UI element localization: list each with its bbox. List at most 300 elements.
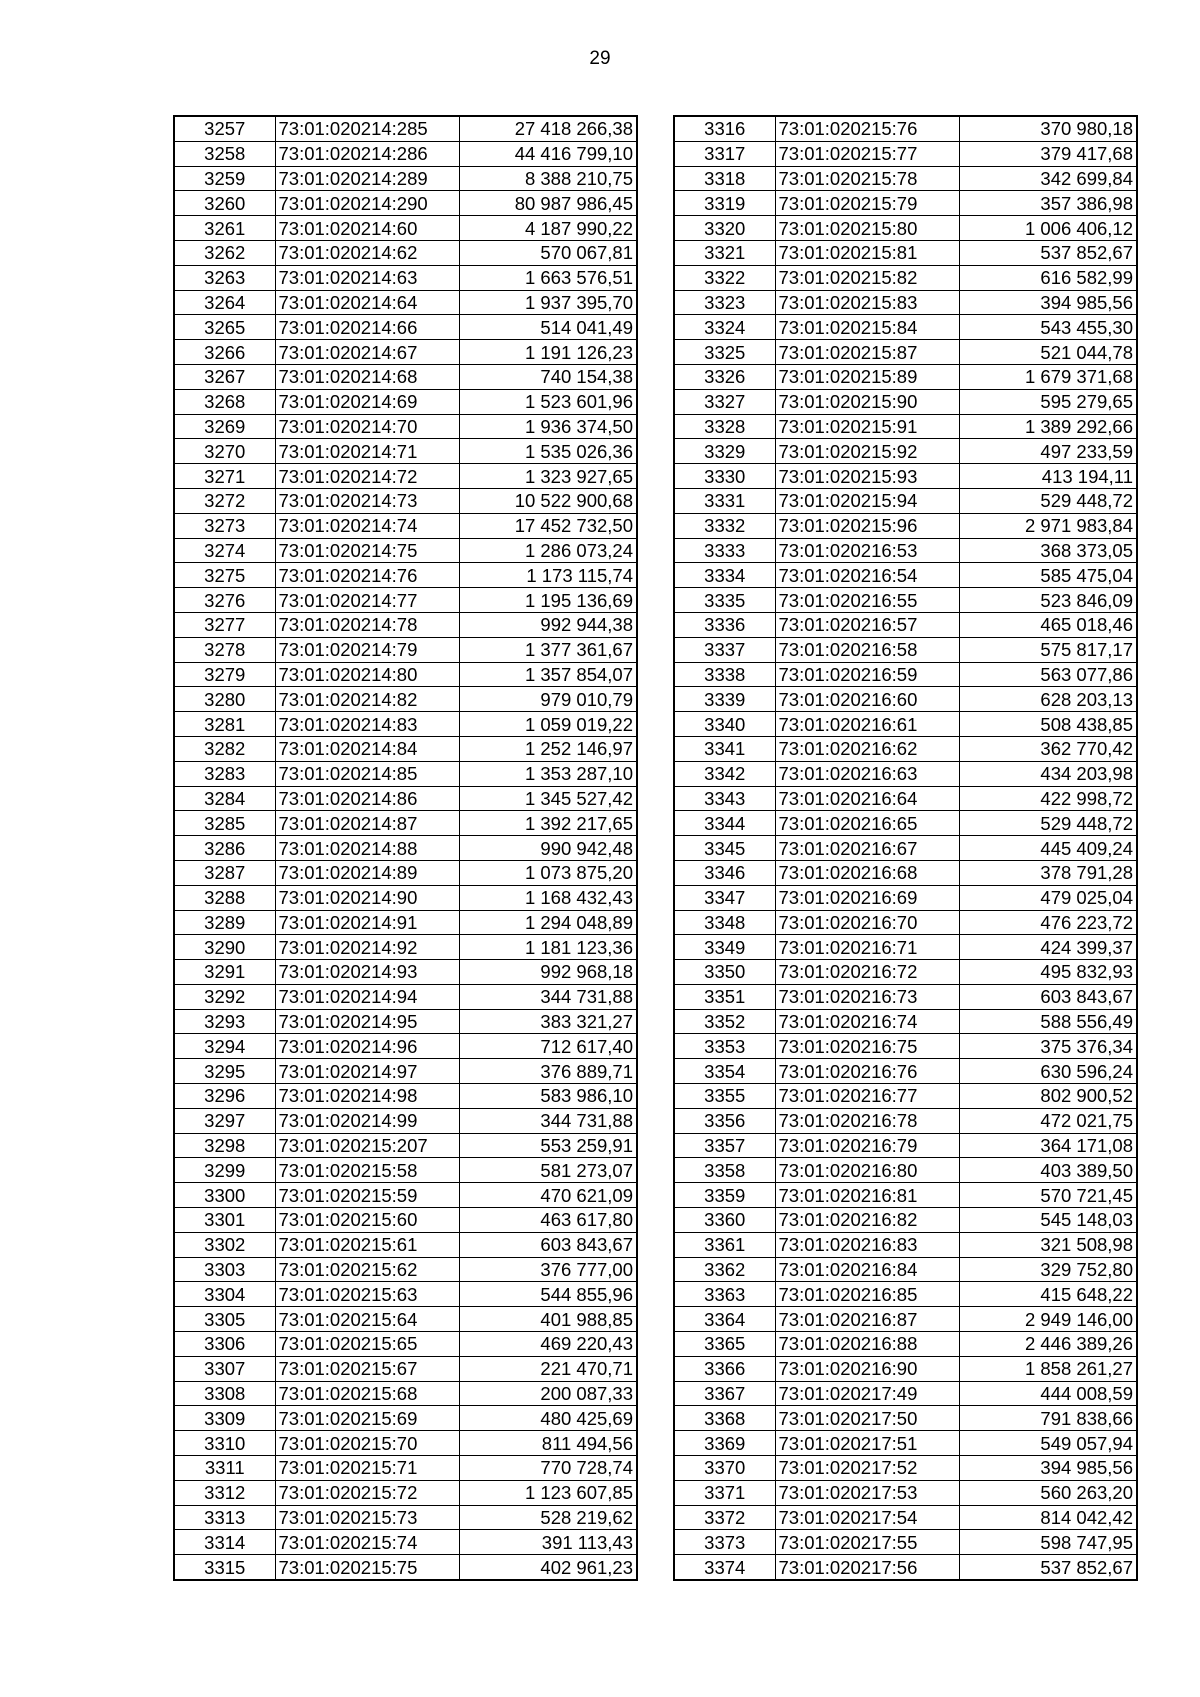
row-number: 3274 — [174, 538, 275, 563]
cadastral-value: 814 042,42 — [959, 1505, 1137, 1530]
cadastral-number: 73:01:020215:78 — [775, 166, 959, 191]
row-number: 3328 — [674, 414, 775, 439]
cadastral-value: 463 617,80 — [459, 1208, 637, 1233]
table-row — [674, 761, 1137, 786]
cadastral-value: 523 846,09 — [959, 588, 1137, 613]
table-row — [674, 836, 1137, 861]
cadastral-value: 583 986,10 — [459, 1084, 637, 1109]
cadastral-value: 476 223,72 — [959, 910, 1137, 935]
cadastral-value: 570 067,81 — [459, 240, 637, 265]
table-row — [174, 910, 637, 935]
cadastral-value: 603 843,67 — [959, 984, 1137, 1009]
row-number: 3258 — [174, 141, 275, 166]
row-number: 3289 — [174, 910, 275, 935]
cadastral-value: 585 475,04 — [959, 563, 1137, 588]
cadastral-number: 73:01:020214:64 — [275, 290, 459, 315]
row-number: 3325 — [674, 340, 775, 365]
table-row — [174, 811, 637, 836]
cadastral-number: 73:01:020214:79 — [275, 637, 459, 662]
row-number: 3321 — [674, 240, 775, 265]
cadastral-number: 73:01:020216:88 — [775, 1332, 959, 1357]
cadastral-value: 368 373,05 — [959, 538, 1137, 563]
row-number: 3320 — [674, 216, 775, 241]
row-number: 3260 — [174, 191, 275, 216]
cadastral-value: 1 389 292,66 — [959, 414, 1137, 439]
row-number: 3306 — [174, 1332, 275, 1357]
row-number: 3311 — [174, 1456, 275, 1481]
cadastral-value: 344 731,88 — [459, 1108, 637, 1133]
cadastral-value: 537 852,67 — [959, 1555, 1137, 1580]
cadastral-number: 73:01:020215:59 — [275, 1183, 459, 1208]
cadastral-number: 73:01:020217:49 — [775, 1381, 959, 1406]
row-number: 3305 — [174, 1307, 275, 1332]
table-row — [674, 538, 1137, 563]
table-row — [674, 612, 1137, 637]
row-number: 3327 — [674, 389, 775, 414]
row-number: 3358 — [674, 1158, 775, 1183]
page-number: 29 — [589, 48, 611, 69]
cadastral-value: 370 980,18 — [959, 116, 1137, 141]
table-row — [674, 1183, 1137, 1208]
cadastral-value: 1 858 261,27 — [959, 1356, 1137, 1381]
table-row — [674, 687, 1137, 712]
row-number: 3369 — [674, 1431, 775, 1456]
table-row — [674, 1480, 1137, 1505]
table-row — [174, 885, 637, 910]
cadastral-number: 73:01:020216:60 — [775, 687, 959, 712]
cadastral-value: 588 556,49 — [959, 1009, 1137, 1034]
row-number: 3269 — [174, 414, 275, 439]
table-row — [674, 1456, 1137, 1481]
cadastral-value: 403 389,50 — [959, 1158, 1137, 1183]
cadastral-number: 73:01:020217:56 — [775, 1555, 959, 1580]
cadastral-number: 73:01:020216:72 — [775, 960, 959, 985]
cadastral-number: 73:01:020216:77 — [775, 1084, 959, 1109]
cadastral-number: 73:01:020214:95 — [275, 1009, 459, 1034]
cadastral-number: 73:01:020215:63 — [275, 1282, 459, 1307]
cadastral-value: 1 173 115,74 — [459, 563, 637, 588]
cadastral-value: 791 838,66 — [959, 1406, 1137, 1431]
row-number: 3331 — [674, 488, 775, 513]
cadastral-value: 992 968,18 — [459, 960, 637, 985]
row-number: 3343 — [674, 786, 775, 811]
cadastral-value: 378 791,28 — [959, 860, 1137, 885]
cadastral-value: 990 942,48 — [459, 836, 637, 861]
row-number: 3270 — [174, 439, 275, 464]
table-row — [674, 960, 1137, 985]
cadastral-number: 73:01:020214:285 — [275, 116, 459, 141]
row-number: 3278 — [174, 637, 275, 662]
row-number: 3302 — [174, 1232, 275, 1257]
cadastral-value: 8 388 210,75 — [459, 166, 637, 191]
cadastral-value: 1 195 136,69 — [459, 588, 637, 613]
cadastral-number: 73:01:020214:88 — [275, 836, 459, 861]
cadastral-value: 1 523 601,96 — [459, 389, 637, 414]
table-row — [674, 786, 1137, 811]
cadastral-value: 17 452 732,50 — [459, 513, 637, 538]
cadastral-value: 508 438,85 — [959, 712, 1137, 737]
row-number: 3366 — [674, 1356, 775, 1381]
cadastral-value: 514 041,49 — [459, 315, 637, 340]
cadastral-number: 73:01:020215:207 — [275, 1133, 459, 1158]
cadastral-number: 73:01:020215:77 — [775, 141, 959, 166]
cadastral-number: 73:01:020214:97 — [275, 1059, 459, 1084]
cadastral-number: 73:01:020215:73 — [275, 1505, 459, 1530]
cadastral-value: 469 220,43 — [459, 1332, 637, 1357]
row-number: 3271 — [174, 464, 275, 489]
table-row — [174, 960, 637, 985]
cadastral-number: 73:01:020214:68 — [275, 364, 459, 389]
row-number: 3347 — [674, 885, 775, 910]
cadastral-value: 560 263,20 — [959, 1480, 1137, 1505]
table-row — [674, 191, 1137, 216]
cadastral-number: 73:01:020214:67 — [275, 340, 459, 365]
row-number: 3339 — [674, 687, 775, 712]
row-number: 3353 — [674, 1034, 775, 1059]
cadastral-number: 73:01:020215:84 — [775, 315, 959, 340]
cadastral-value: 394 985,56 — [959, 290, 1137, 315]
row-number: 3287 — [174, 860, 275, 885]
cadastral-value: 479 025,04 — [959, 885, 1137, 910]
table-row — [174, 1555, 637, 1580]
row-number: 3272 — [174, 488, 275, 513]
row-number: 3346 — [674, 860, 775, 885]
table-row — [174, 216, 637, 241]
table-row — [674, 1381, 1137, 1406]
cadastral-value: 383 321,27 — [459, 1009, 637, 1034]
cadastral-value: 434 203,98 — [959, 761, 1137, 786]
row-number: 3303 — [174, 1257, 275, 1282]
cadastral-value: 4 187 990,22 — [459, 216, 637, 241]
table-row — [674, 1257, 1137, 1282]
table-row — [674, 1555, 1137, 1580]
cadastral-value: 521 044,78 — [959, 340, 1137, 365]
cadastral-number: 73:01:020216:57 — [775, 612, 959, 637]
cadastral-value: 415 648,22 — [959, 1282, 1137, 1307]
table-row — [174, 1009, 637, 1034]
table-row — [174, 1232, 637, 1257]
table-row — [174, 340, 637, 365]
table-row — [174, 588, 637, 613]
table-row — [174, 1406, 637, 1431]
cadastral-number: 73:01:020215:60 — [275, 1208, 459, 1233]
table-row — [674, 1332, 1137, 1357]
table-row — [174, 836, 637, 861]
table-row — [674, 340, 1137, 365]
cadastral-number: 73:01:020214:286 — [275, 141, 459, 166]
table-row — [674, 389, 1137, 414]
cadastral-number: 73:01:020214:99 — [275, 1108, 459, 1133]
cadastral-number: 73:01:020214:60 — [275, 216, 459, 241]
cadastral-number: 73:01:020216:63 — [775, 761, 959, 786]
row-number: 3299 — [174, 1158, 275, 1183]
cadastral-number: 73:01:020214:85 — [275, 761, 459, 786]
cadastral-value: 10 522 900,68 — [459, 488, 637, 513]
cadastral-value: 413 194,11 — [959, 464, 1137, 489]
cadastral-value: 362 770,42 — [959, 736, 1137, 761]
row-number: 3326 — [674, 364, 775, 389]
table-row — [674, 1232, 1137, 1257]
row-number: 3368 — [674, 1406, 775, 1431]
table-row — [674, 513, 1137, 538]
cadastral-number: 73:01:020217:50 — [775, 1406, 959, 1431]
row-number: 3300 — [174, 1183, 275, 1208]
cadastral-value: 570 721,45 — [959, 1183, 1137, 1208]
cadastral-value: 770 728,74 — [459, 1456, 637, 1481]
cadastral-value: 444 008,59 — [959, 1381, 1137, 1406]
table-row — [174, 141, 637, 166]
cadastral-number: 73:01:020215:76 — [775, 116, 959, 141]
table-row — [674, 1282, 1137, 1307]
cadastral-number: 73:01:020215:91 — [775, 414, 959, 439]
cadastral-value: 1 006 406,12 — [959, 216, 1137, 241]
cadastral-number: 73:01:020216:80 — [775, 1158, 959, 1183]
table-row — [174, 1084, 637, 1109]
table-row — [174, 414, 637, 439]
row-number: 3335 — [674, 588, 775, 613]
table-row — [674, 662, 1137, 687]
table-row — [174, 191, 637, 216]
cadastral-value: 2 446 389,26 — [959, 1332, 1137, 1357]
cadastral-number: 73:01:020216:82 — [775, 1208, 959, 1233]
cadastral-value: 630 596,24 — [959, 1059, 1137, 1084]
table-row — [674, 1133, 1137, 1158]
table-row — [174, 1208, 637, 1233]
row-number: 3296 — [174, 1084, 275, 1109]
row-number: 3329 — [674, 439, 775, 464]
cadastral-value: 1 535 026,36 — [459, 439, 637, 464]
cadastral-number: 73:01:020214:96 — [275, 1034, 459, 1059]
cadastral-number: 73:01:020214:92 — [275, 935, 459, 960]
row-number: 3359 — [674, 1183, 775, 1208]
table-row — [174, 1356, 637, 1381]
cadastral-value: 1 936 374,50 — [459, 414, 637, 439]
row-number: 3365 — [674, 1332, 775, 1357]
cadastral-value: 401 988,85 — [459, 1307, 637, 1332]
cadastral-number: 73:01:020214:69 — [275, 389, 459, 414]
row-number: 3293 — [174, 1009, 275, 1034]
row-number: 3281 — [174, 712, 275, 737]
cadastral-number: 73:01:020215:83 — [775, 290, 959, 315]
cadastral-number: 73:01:020216:83 — [775, 1232, 959, 1257]
cadastral-value: 1 937 395,70 — [459, 290, 637, 315]
cadastral-number: 73:01:020215:68 — [275, 1381, 459, 1406]
table-row — [674, 488, 1137, 513]
row-number: 3340 — [674, 712, 775, 737]
table-row — [174, 1183, 637, 1208]
table-row — [674, 216, 1137, 241]
cadastral-number: 73:01:020215:79 — [775, 191, 959, 216]
cadastral-number: 73:01:020216:78 — [775, 1108, 959, 1133]
cadastral-value: 628 203,13 — [959, 687, 1137, 712]
row-number: 3277 — [174, 612, 275, 637]
cadastral-value: 528 219,62 — [459, 1505, 637, 1530]
row-number: 3308 — [174, 1381, 275, 1406]
table-row — [674, 1108, 1137, 1133]
row-number: 3367 — [674, 1381, 775, 1406]
row-number: 3363 — [674, 1282, 775, 1307]
cadastral-value: 992 944,38 — [459, 612, 637, 637]
row-number: 3294 — [174, 1034, 275, 1059]
row-number: 3288 — [174, 885, 275, 910]
row-number: 3341 — [674, 736, 775, 761]
table-row — [174, 290, 637, 315]
row-number: 3273 — [174, 513, 275, 538]
cadastral-number: 73:01:020214:98 — [275, 1084, 459, 1109]
row-number: 3313 — [174, 1505, 275, 1530]
row-number: 3337 — [674, 637, 775, 662]
cadastral-value: 44 416 799,10 — [459, 141, 637, 166]
row-number: 3307 — [174, 1356, 275, 1381]
cadastral-value: 376 889,71 — [459, 1059, 637, 1084]
cadastral-number: 73:01:020215:87 — [775, 340, 959, 365]
cadastral-number: 73:01:020216:62 — [775, 736, 959, 761]
row-number: 3265 — [174, 315, 275, 340]
cadastral-number: 73:01:020214:73 — [275, 488, 459, 513]
table-row — [174, 166, 637, 191]
cadastral-number: 73:01:020214:90 — [275, 885, 459, 910]
cadastral-value: 376 777,00 — [459, 1257, 637, 1282]
cadastral-number: 73:01:020215:69 — [275, 1406, 459, 1431]
cadastral-value: 529 448,72 — [959, 811, 1137, 836]
cadastral-value: 480 425,69 — [459, 1406, 637, 1431]
row-number: 3364 — [674, 1307, 775, 1332]
table-row — [174, 612, 637, 637]
cadastral-number: 73:01:020214:91 — [275, 910, 459, 935]
cadastral-value: 80 987 986,45 — [459, 191, 637, 216]
table-row — [174, 1108, 637, 1133]
row-number: 3352 — [674, 1009, 775, 1034]
row-number: 3344 — [674, 811, 775, 836]
row-number: 3318 — [674, 166, 775, 191]
table-row — [674, 588, 1137, 613]
row-number: 3319 — [674, 191, 775, 216]
cadastral-number: 73:01:020216:59 — [775, 662, 959, 687]
cadastral-number: 73:01:020214:75 — [275, 538, 459, 563]
cadastral-value: 529 448,72 — [959, 488, 1137, 513]
row-number: 3355 — [674, 1084, 775, 1109]
row-number: 3285 — [174, 811, 275, 836]
table-row — [174, 1282, 637, 1307]
cadastral-value: 364 171,08 — [959, 1133, 1137, 1158]
row-number: 3259 — [174, 166, 275, 191]
row-number: 3290 — [174, 935, 275, 960]
cadastral-number: 73:01:020215:67 — [275, 1356, 459, 1381]
cadastral-number: 73:01:020215:65 — [275, 1332, 459, 1357]
cadastral-number: 73:01:020217:51 — [775, 1431, 959, 1456]
table-row — [174, 761, 637, 786]
row-number: 3342 — [674, 761, 775, 786]
cadastral-value: 1 377 361,67 — [459, 637, 637, 662]
table-row — [174, 1480, 637, 1505]
cadastral-value: 422 998,72 — [959, 786, 1137, 811]
cadastral-number: 73:01:020215:71 — [275, 1456, 459, 1481]
cadastral-number: 73:01:020214:84 — [275, 736, 459, 761]
cadastral-number: 73:01:020215:82 — [775, 265, 959, 290]
cadastral-number: 73:01:020215:81 — [775, 240, 959, 265]
row-number: 3283 — [174, 761, 275, 786]
cadastral-value: 979 010,79 — [459, 687, 637, 712]
table-row — [674, 1431, 1137, 1456]
table-row — [674, 265, 1137, 290]
cadastral-value: 465 018,46 — [959, 612, 1137, 637]
table-row — [174, 1257, 637, 1282]
cadastral-number: 73:01:020214:76 — [275, 563, 459, 588]
table-row — [674, 885, 1137, 910]
cadastral-value: 1 191 126,23 — [459, 340, 637, 365]
cadastral-number: 73:01:020217:53 — [775, 1480, 959, 1505]
cadastral-value: 1 663 576,51 — [459, 265, 637, 290]
table-row — [174, 1059, 637, 1084]
cadastral-number: 73:01:020217:54 — [775, 1505, 959, 1530]
cadastral-number: 73:01:020215:74 — [275, 1530, 459, 1555]
cadastral-value: 1 181 123,36 — [459, 935, 637, 960]
row-number: 3266 — [174, 340, 275, 365]
row-number: 3295 — [174, 1059, 275, 1084]
row-number: 3351 — [674, 984, 775, 1009]
cadastral-value: 1 679 371,68 — [959, 364, 1137, 389]
cadastral-number: 73:01:020216:87 — [775, 1307, 959, 1332]
cadastral-value: 1 323 927,65 — [459, 464, 637, 489]
cadastral-number: 73:01:020214:72 — [275, 464, 459, 489]
table-row — [674, 141, 1137, 166]
row-number: 3276 — [174, 588, 275, 613]
row-number: 3361 — [674, 1232, 775, 1257]
table-row — [674, 364, 1137, 389]
table-row — [674, 1009, 1137, 1034]
cadastral-value: 221 470,71 — [459, 1356, 637, 1381]
row-number: 3304 — [174, 1282, 275, 1307]
cadastral-value: 1 345 527,42 — [459, 786, 637, 811]
cadastral-number: 73:01:020215:64 — [275, 1307, 459, 1332]
row-number: 3324 — [674, 315, 775, 340]
cadastral-number: 73:01:020216:84 — [775, 1257, 959, 1282]
cadastral-number: 73:01:020214:94 — [275, 984, 459, 1009]
table-row — [174, 315, 637, 340]
cadastral-table-right — [673, 115, 1138, 1581]
row-number: 3264 — [174, 290, 275, 315]
table-row — [674, 1356, 1137, 1381]
table-row — [674, 910, 1137, 935]
cadastral-value: 375 376,34 — [959, 1034, 1137, 1059]
table-row — [674, 464, 1137, 489]
cadastral-value: 1 353 287,10 — [459, 761, 637, 786]
table-row — [674, 563, 1137, 588]
row-number: 3345 — [674, 836, 775, 861]
row-number: 3298 — [174, 1133, 275, 1158]
cadastral-number: 73:01:020214:63 — [275, 265, 459, 290]
cadastral-number: 73:01:020216:68 — [775, 860, 959, 885]
row-number: 3268 — [174, 389, 275, 414]
table-row — [674, 984, 1137, 1009]
cadastral-value: 740 154,38 — [459, 364, 637, 389]
cadastral-value: 1 294 048,89 — [459, 910, 637, 935]
cadastral-value: 394 985,56 — [959, 1456, 1137, 1481]
cadastral-number: 73:01:020214:66 — [275, 315, 459, 340]
table-row — [674, 1084, 1137, 1109]
cadastral-number: 73:01:020216:85 — [775, 1282, 959, 1307]
table-row — [674, 1406, 1137, 1431]
cadastral-value: 603 843,67 — [459, 1232, 637, 1257]
cadastral-value: 1 286 073,24 — [459, 538, 637, 563]
cadastral-number: 73:01:020215:72 — [275, 1480, 459, 1505]
cadastral-number: 73:01:020216:64 — [775, 786, 959, 811]
table-row — [174, 1332, 637, 1357]
cadastral-value: 1 357 854,07 — [459, 662, 637, 687]
cadastral-value: 497 233,59 — [959, 439, 1137, 464]
row-number: 3286 — [174, 836, 275, 861]
cadastral-number: 73:01:020216:73 — [775, 984, 959, 1009]
